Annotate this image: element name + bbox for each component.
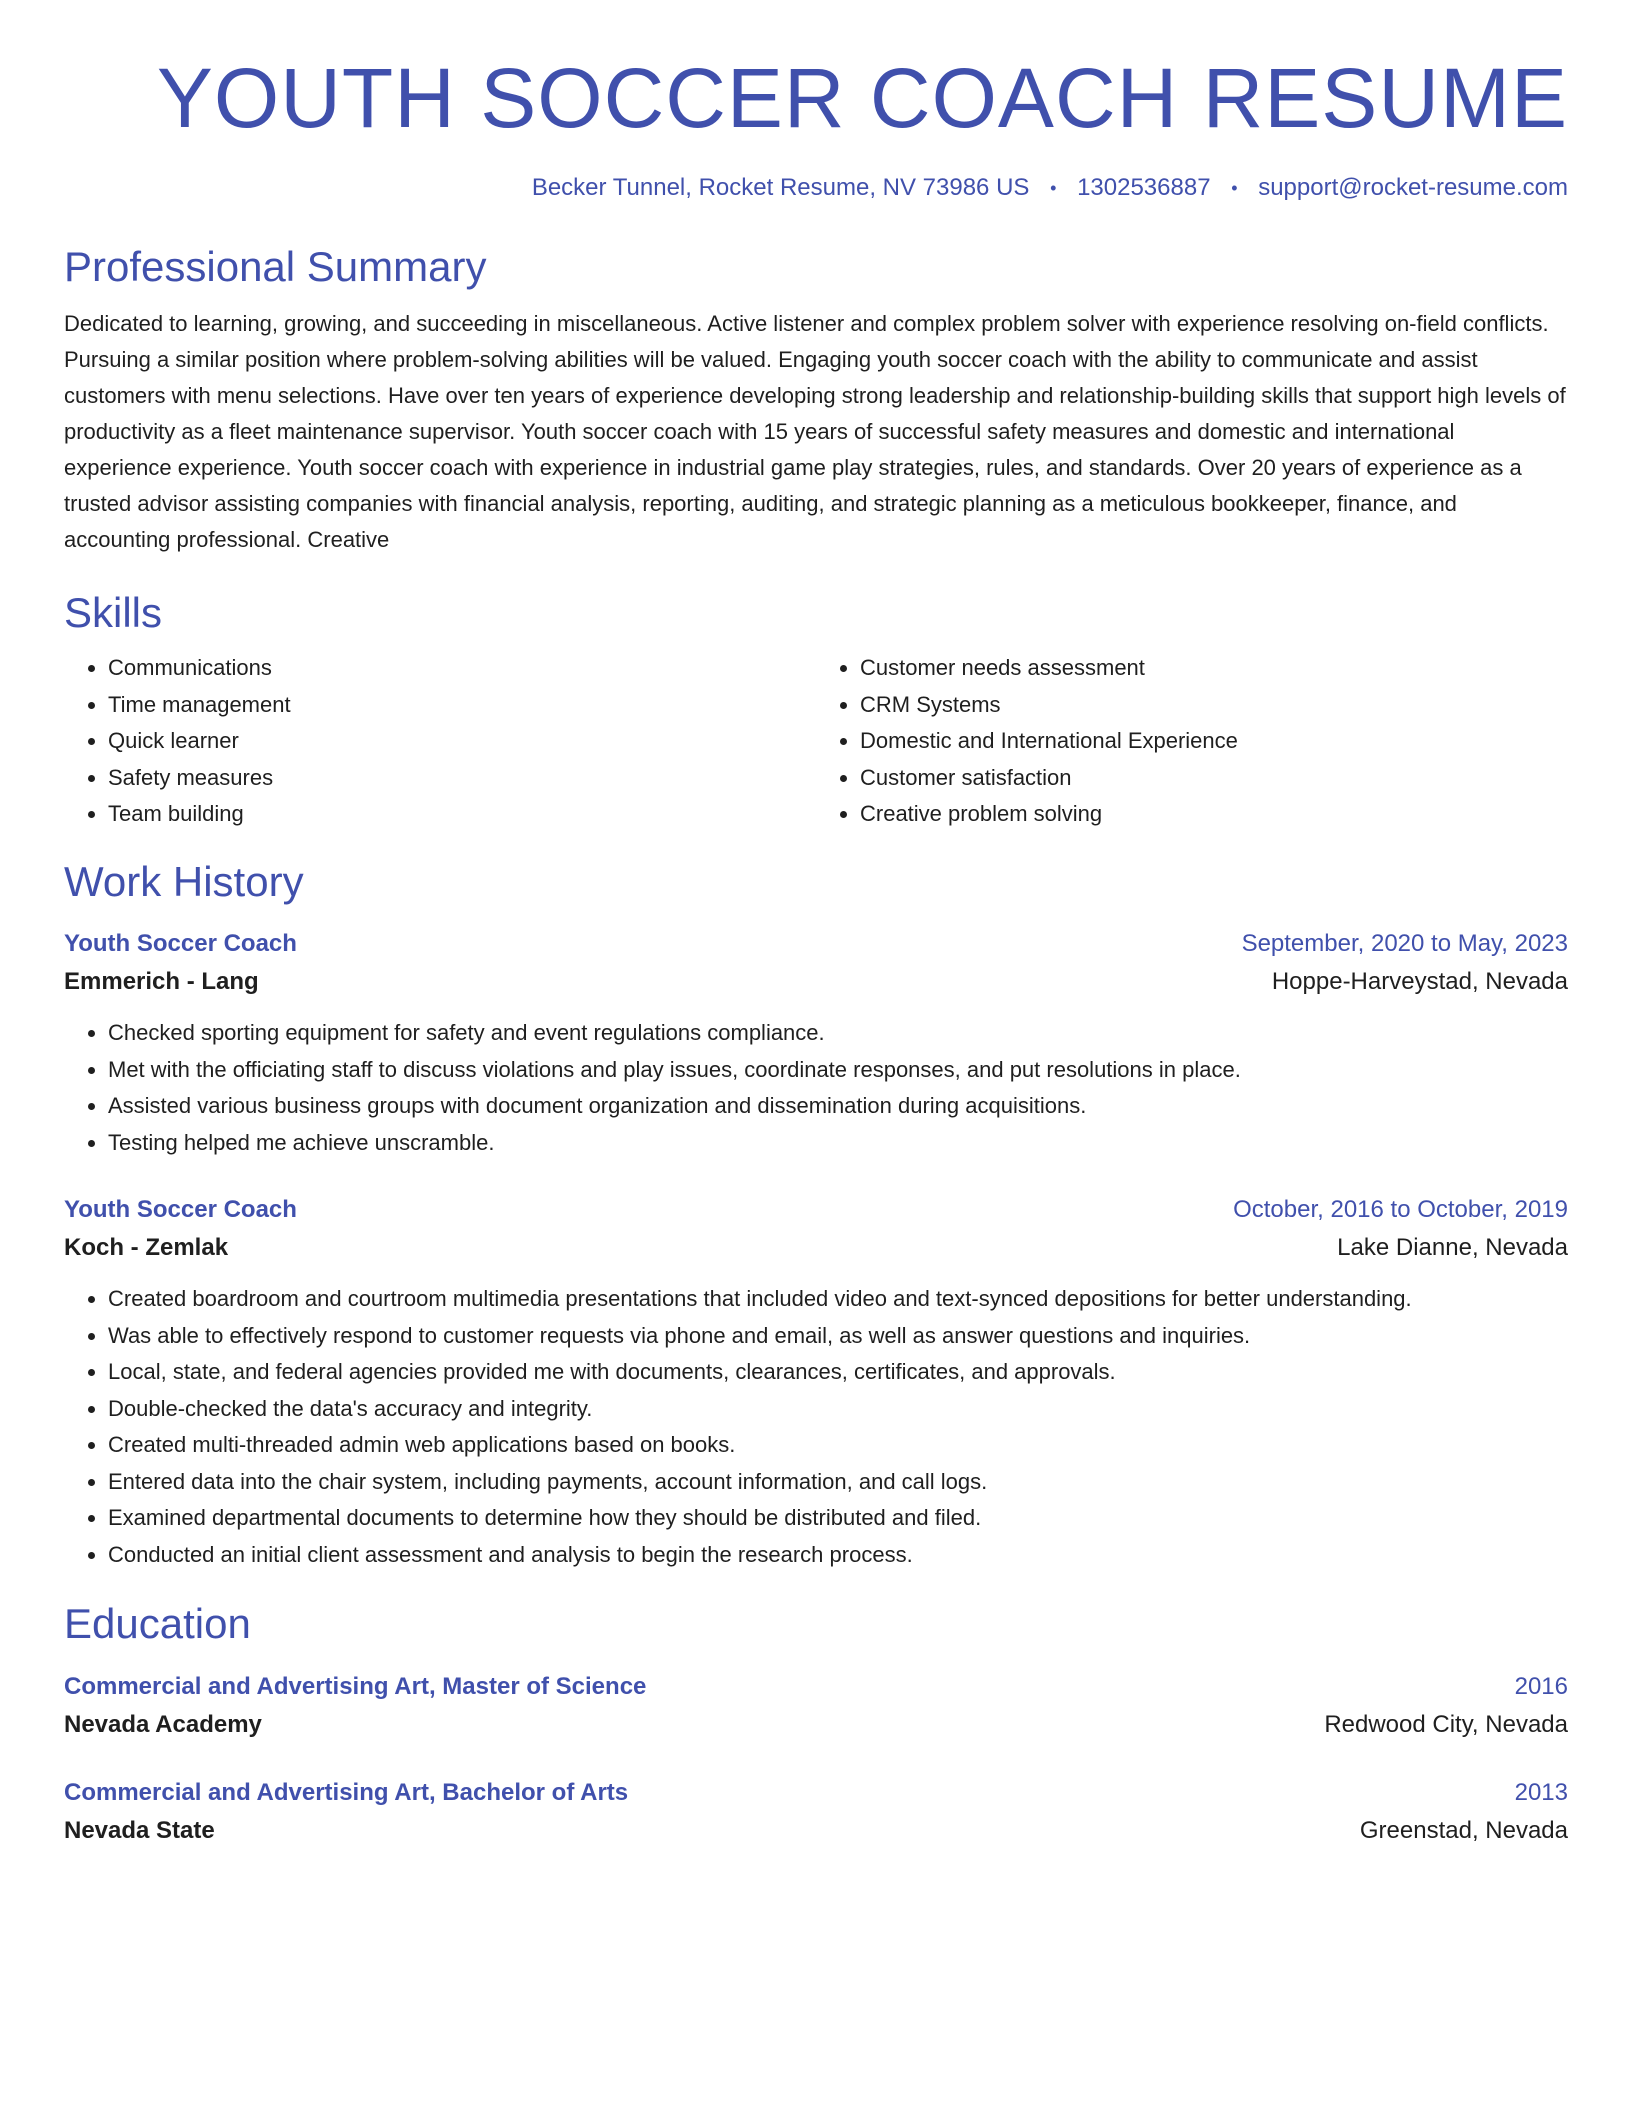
- job-dates: October, 2016 to October, 2019: [1233, 1196, 1568, 1224]
- job-duty: • Checked sporting equipment for safety and event regulations compliance.: [108, 1015, 1568, 1052]
- job-duties: [64, 1015, 1568, 1161]
- job-duty: • Assisted various business groups with document organization and dissemination during acquisitions.: [108, 1088, 1568, 1125]
- education-school-row: [64, 1706, 1568, 1744]
- job-header-row: [64, 1191, 1568, 1229]
- education-location: Redwood City, Nevada: [1324, 1710, 1568, 1738]
- work-history-section: [64, 857, 1568, 1573]
- skill-item: • CRM Systems: [860, 687, 1568, 724]
- education-heading: Education: [64, 1600, 251, 1648]
- job-location: Lake Dianne, Nevada: [1337, 1234, 1568, 1262]
- skill-item: • Customer needs assessment: [860, 650, 1568, 687]
- job-entry: [64, 925, 1568, 1161]
- job-duty: • Created multi-threaded admin web applications based on books.: [108, 1427, 1568, 1464]
- job-company-row: [64, 963, 1568, 1001]
- job-header-row: [64, 925, 1568, 963]
- education-year: 2016: [1514, 1672, 1568, 1700]
- job-duties: [64, 1281, 1568, 1573]
- skill-item: • Customer satisfaction: [860, 760, 1568, 797]
- education-school-row: [64, 1812, 1568, 1850]
- job-duty: • Conducted an initial client assessment and analysis to begin the research process.: [108, 1537, 1568, 1574]
- skill-item: • Time management: [108, 687, 816, 724]
- resume-header: [64, 52, 1568, 204]
- skill-item: • Creative problem solving: [860, 796, 1568, 833]
- contact-separator: •: [1050, 178, 1057, 199]
- job-duty: • Testing helped me achieve unscramble.: [108, 1125, 1568, 1162]
- job-entry: [64, 1191, 1568, 1573]
- job-company-row: [64, 1229, 1568, 1267]
- skill-item: • Communications: [108, 650, 816, 687]
- skill-item: • Team building: [108, 796, 816, 833]
- summary-heading: Professional Summary: [64, 242, 487, 290]
- education-section: [64, 1599, 1568, 1849]
- contact-separator: •: [1231, 178, 1238, 199]
- education-entry: [64, 1774, 1568, 1850]
- skills-list-right: [816, 650, 1568, 833]
- skills-grid: [64, 650, 1568, 833]
- job-company: Emmerich - Lang: [64, 968, 259, 996]
- job-title: Youth Soccer Coach: [64, 1196, 297, 1224]
- education-location: Greenstad, Nevada: [1359, 1816, 1568, 1844]
- skill-item: • Domestic and International Experience: [860, 723, 1568, 760]
- skills-list-left: [64, 650, 816, 833]
- education-header-row: [64, 1774, 1568, 1812]
- contact-phone: 1302536887: [1077, 174, 1211, 202]
- summary-section: [64, 242, 1568, 558]
- job-location: Hoppe-Harveystad, Nevada: [1271, 968, 1568, 996]
- page-title: YOUTH SOCCER COACH RESUME: [156, 51, 1568, 145]
- work-history-heading: Work History: [64, 857, 304, 905]
- skills-heading: Skills: [64, 588, 163, 636]
- education-degree: Commercial and Advertising Art, Master of Science: [64, 1672, 647, 1700]
- education-year: 2013: [1514, 1778, 1568, 1806]
- job-duty: • Local, state, and federal agencies provided me with documents, clearances, certificates, and approvals.: [108, 1354, 1568, 1391]
- skills-section: [64, 588, 1568, 833]
- education-degree: Commercial and Advertising Art, Bachelor of Arts: [64, 1778, 629, 1806]
- education-header-row: [64, 1668, 1568, 1706]
- job-duty: • Created boardroom and courtroom multimedia presentations that included video and text-synced depositions for better understanding.: [108, 1281, 1568, 1318]
- contact-line: [64, 172, 1568, 203]
- job-dates: September, 2020 to May, 2023: [1241, 930, 1568, 958]
- job-duty: • Double-checked the data's accuracy and integrity.: [108, 1391, 1568, 1428]
- skill-item: • Quick learner: [108, 723, 816, 760]
- summary-text: Dedicated to learning, growing, and succeeding in miscellaneous. Active listener and complex problem solver with experience resolving on-field conflicts. Pursuing a similar position where problem-solving abilities will be valued. Engaging youth soccer coach with the ability to communicate and assist customers with menu selections. Have over ten years of experience developing strong leadership and relationship-building skills that support high levels of productivity as a fleet maintenance supervisor. Youth soccer coach with 15 years of successful safety measures and domestic and international experience experience. Youth soccer coach with experience in industrial game play strategies, rules, and standards. Over 20 years of experience as a trusted advisor assisting companies with financial analysis, reporting, auditing, and strategic planning as a meticulous bookkeeper, finance, and accounting professional. Creative: [64, 310, 1566, 552]
- job-duty: • Was able to effectively respond to customer requests via phone and email, as well as answer questions and inquiries.: [108, 1318, 1568, 1355]
- education-school: Nevada Academy: [64, 1710, 262, 1738]
- skill-item: • Safety measures: [108, 760, 816, 797]
- job-duty: • Entered data into the chair system, including payments, account information, and call logs.: [108, 1464, 1568, 1501]
- job-company: Koch - Zemlak: [64, 1234, 229, 1262]
- job-duty: • Met with the officiating staff to discuss violations and play issues, coordinate responses, and put resolutions in place.: [108, 1052, 1568, 1089]
- contact-email: support@rocket-resume.com: [1258, 174, 1568, 202]
- job-title: Youth Soccer Coach: [64, 930, 297, 958]
- education-entry: [64, 1668, 1568, 1744]
- contact-address: Becker Tunnel, Rocket Resume, NV 73986 US: [531, 174, 1030, 202]
- job-duty: • Examined departmental documents to determine how they should be distributed and filed.: [108, 1500, 1568, 1537]
- education-school: Nevada State: [64, 1816, 215, 1844]
